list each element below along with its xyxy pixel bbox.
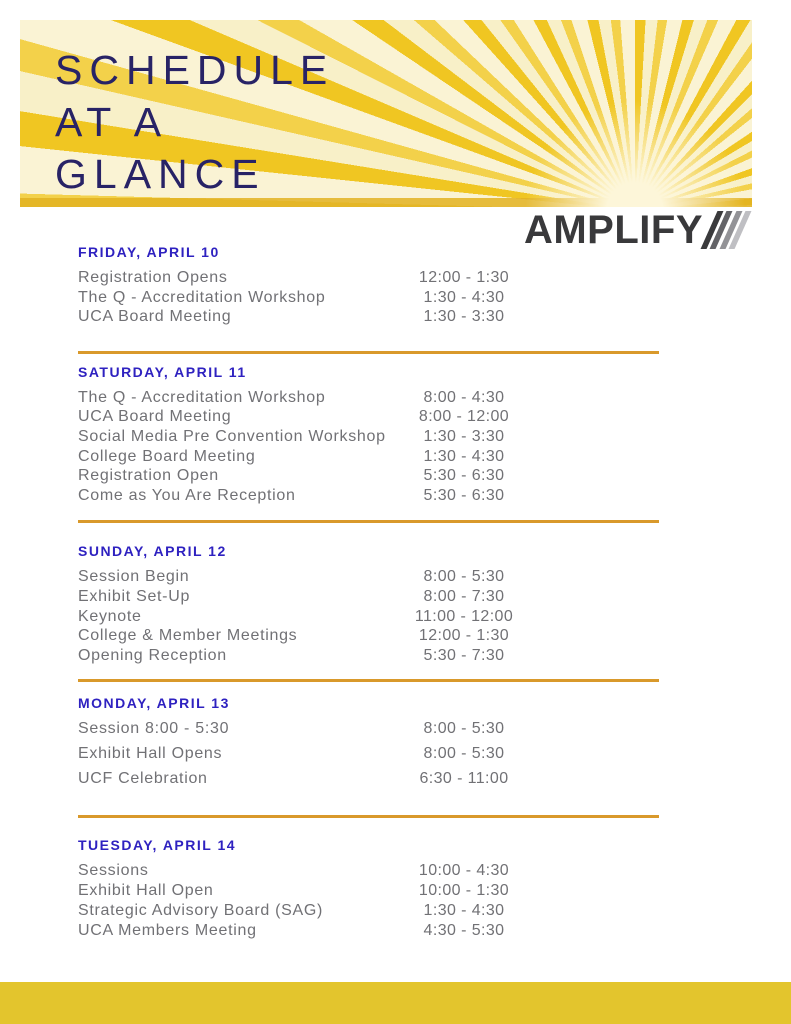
- event-name: Exhibit Set-Up: [78, 587, 191, 605]
- schedule-row: [78, 607, 659, 627]
- schedule-row: [78, 587, 659, 607]
- event-time: 8:00 - 4:30: [423, 388, 505, 406]
- event-name: UCF Celebration: [78, 769, 208, 787]
- event-name: Sessions: [78, 862, 149, 880]
- footer-accent-bar: [0, 982, 791, 1024]
- event-time: 8:00 - 5:30: [423, 568, 505, 586]
- schedule-row: [78, 881, 659, 901]
- section-heading: MONDAY, APRIL 13: [78, 695, 230, 712]
- schedule-row: [78, 427, 659, 447]
- sunburst-banner: [20, 20, 752, 207]
- event-time: 5:30 - 7:30: [423, 646, 505, 664]
- event-name: Session 8:00 - 5:30: [78, 720, 230, 738]
- event-name: College Board Meeting: [78, 447, 256, 465]
- event-name: Keynote: [78, 607, 142, 625]
- event-name: Come as You Are Reception: [78, 486, 296, 504]
- schedule-row: [78, 744, 659, 764]
- event-time: 5:30 - 6:30: [423, 486, 505, 504]
- schedule-row: [78, 626, 659, 646]
- event-name: Exhibit Hall Opens: [78, 744, 223, 762]
- event-time: 1:30 - 4:30: [423, 902, 505, 920]
- event-name: UCA Members Meeting: [78, 922, 257, 940]
- schedule-row: [78, 901, 659, 921]
- section-rows: [78, 268, 659, 327]
- schedule-sections: [78, 244, 659, 941]
- schedule-row: [78, 769, 659, 789]
- event-time: 4:30 - 5:30: [423, 922, 505, 940]
- event-name: Social Media Pre Convention Workshop: [78, 427, 386, 445]
- section-rows: [78, 861, 659, 941]
- amplify-logo-text: AMPLIFY: [523, 208, 703, 252]
- event-name: Opening Reception: [78, 646, 227, 664]
- schedule-row: [78, 288, 659, 308]
- event-time: 10:00 - 4:30: [418, 862, 510, 880]
- section-rows: [78, 719, 659, 788]
- event-time: 8:00 - 5:30: [423, 744, 505, 762]
- event-time: 1:30 - 4:30: [423, 447, 505, 465]
- event-time: 12:00 - 1:30: [418, 269, 510, 286]
- schedule-row: [78, 388, 659, 408]
- schedule-row: [78, 921, 659, 941]
- schedule-row: [78, 307, 659, 327]
- event-time: 1:30 - 4:30: [423, 288, 505, 306]
- section-divider: [78, 351, 659, 354]
- section-divider: [78, 679, 659, 682]
- section-heading: TUESDAY, APRIL 14: [78, 837, 237, 854]
- event-name: Session Begin: [78, 568, 190, 586]
- schedule-row: [78, 719, 659, 739]
- schedule-section: [78, 543, 659, 682]
- schedule-section: [78, 364, 659, 524]
- event-time: 1:30 - 3:30: [423, 308, 505, 326]
- event-time: 12:00 - 1:30: [418, 627, 510, 645]
- schedule-section: [78, 244, 659, 354]
- event-name: Registration Open: [78, 467, 219, 485]
- section-heading: SATURDAY, APRIL 11: [78, 363, 247, 380]
- event-time: 8:00 - 12:00: [418, 408, 510, 426]
- logo-slashes-icon: [705, 210, 743, 250]
- schedule-row: [78, 567, 659, 587]
- event-time: 8:00 - 5:30: [423, 720, 505, 738]
- section-heading: FRIDAY, APRIL 10: [78, 244, 220, 260]
- page-title-line-2: AT A: [55, 99, 169, 145]
- event-time: 5:30 - 6:30: [423, 467, 505, 485]
- event-name: Exhibit Hall Open: [78, 882, 214, 900]
- event-name: College & Member Meetings: [78, 627, 298, 645]
- schedule-section: [78, 695, 659, 818]
- schedule-row: [78, 646, 659, 666]
- event-name: The Q - Accreditation Workshop: [78, 288, 326, 306]
- section-heading: SUNDAY, APRIL 12: [78, 543, 227, 560]
- event-time: 6:30 - 11:00: [419, 769, 509, 787]
- section-rows: [78, 567, 659, 665]
- event-name: Strategic Advisory Board (SAG): [78, 902, 324, 920]
- schedule-row: [78, 466, 659, 486]
- schedule-row: [78, 861, 659, 881]
- section-divider: [78, 520, 659, 523]
- schedule-row: [78, 407, 659, 427]
- event-time: 8:00 - 7:30: [423, 587, 505, 605]
- schedule-row: [78, 447, 659, 467]
- page-title: [55, 44, 334, 200]
- event-name: The Q - Accreditation Workshop: [78, 388, 326, 406]
- event-time: 11:00 - 12:00: [414, 607, 514, 625]
- schedule-row: [78, 268, 659, 288]
- schedule-section: [78, 837, 659, 941]
- page-title-line-1: SCHEDULE: [55, 47, 335, 93]
- event-time: 10:00 - 1:30: [418, 882, 510, 900]
- event-name: UCA Board Meeting: [78, 308, 232, 326]
- event-name: Registration Opens: [78, 269, 228, 286]
- section-divider: [78, 815, 659, 818]
- section-rows: [78, 388, 659, 506]
- schedule-row: [78, 486, 659, 506]
- event-time: 1:30 - 3:30: [423, 427, 505, 445]
- event-name: UCA Board Meeting: [78, 408, 232, 426]
- page-title-line-3: GLANCE: [55, 151, 266, 197]
